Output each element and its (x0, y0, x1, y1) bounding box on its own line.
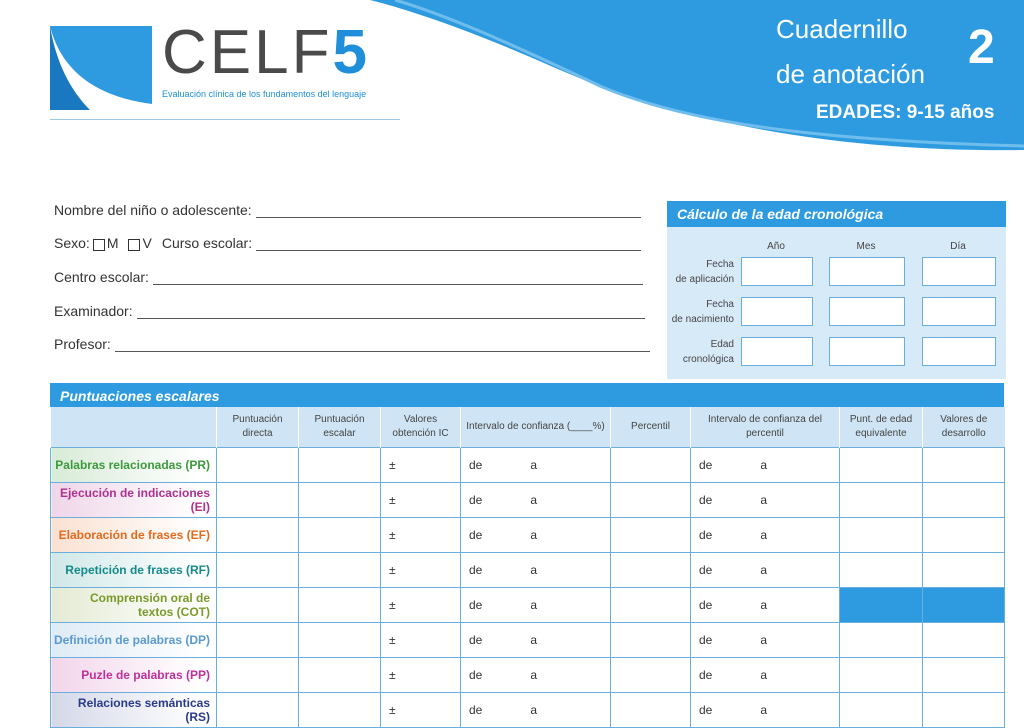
sex-m-checkbox[interactable] (93, 239, 105, 251)
scaled-score-cell[interactable] (299, 623, 381, 658)
sex-v-checkbox[interactable] (128, 239, 140, 251)
growth-value-cell[interactable] (923, 658, 1005, 693)
table-row (51, 448, 1005, 483)
raw-score-cell[interactable] (217, 623, 299, 658)
percentile-ci-cell[interactable]: de a (691, 588, 840, 623)
scaled-score-cell[interactable] (299, 588, 381, 623)
ci-values-cell[interactable]: ± (381, 693, 461, 728)
age-row-label: Fecha de nacimiento (671, 299, 734, 325)
school-field[interactable]: Centro escolar: (54, 269, 643, 285)
ci-values-cell[interactable]: ± (381, 623, 461, 658)
age-equivalent-cell (840, 588, 923, 623)
percentile-ci-cell[interactable]: de a (691, 448, 840, 483)
percentile-cell[interactable] (611, 623, 691, 658)
confidence-interval-cell[interactable]: de a (461, 588, 611, 623)
subtest-label: Palabras relacionadas (PR) (51, 448, 217, 483)
celf-logo-icon (50, 26, 152, 110)
raw-score-cell[interactable] (217, 658, 299, 693)
ci-values-cell[interactable]: ± (381, 518, 461, 553)
scaled-score-cell[interactable] (299, 448, 381, 483)
percentile-cell[interactable] (611, 483, 691, 518)
application-year-input[interactable] (741, 257, 813, 286)
percentile-ci-cell[interactable]: de a (691, 623, 840, 658)
birth-year-input[interactable] (741, 297, 813, 326)
col-header-age-equivalent: Punt. de edad equivalente (840, 407, 923, 448)
table-row (51, 658, 1005, 693)
ci-values-cell[interactable]: ± (381, 483, 461, 518)
percentile-cell[interactable] (611, 553, 691, 588)
table-header-row (51, 407, 1005, 448)
percentile-cell[interactable] (611, 658, 691, 693)
scaled-score-cell[interactable] (299, 553, 381, 588)
table-row (51, 483, 1005, 518)
scaled-score-cell[interactable] (299, 483, 381, 518)
raw-score-cell[interactable] (217, 588, 299, 623)
table-row (51, 623, 1005, 658)
growth-value-cell (923, 588, 1005, 623)
booklet-title: Cuadernillo de anotación (776, 14, 925, 90)
age-col-day: Día (950, 241, 966, 252)
age-row-label: Edad cronológica (682, 339, 734, 365)
percentile-ci-cell[interactable]: de a (691, 518, 840, 553)
ci-values-cell[interactable]: ± (381, 553, 461, 588)
col-header-growth-values: Valores de desarrollo (923, 407, 1005, 448)
scaled-score-cell[interactable] (299, 518, 381, 553)
growth-value-cell[interactable] (923, 623, 1005, 658)
confidence-interval-cell[interactable]: de a (461, 483, 611, 518)
child-name-field[interactable]: Nombre del niño o adolescente: (54, 202, 641, 218)
age-day-input[interactable] (922, 337, 996, 366)
scaled-scores-section (50, 383, 1004, 728)
age-col-month: Mes (856, 241, 876, 252)
age-col-year: Año (767, 241, 785, 252)
age-equivalent-cell[interactable] (840, 448, 923, 483)
ci-values-cell[interactable]: ± (381, 658, 461, 693)
percentile-ci-cell[interactable]: de a (691, 483, 840, 518)
col-header-confidence-interval: Intervalo de confianza (____%) (461, 407, 611, 448)
age-year-input[interactable] (741, 337, 813, 366)
confidence-interval-cell[interactable]: de a (461, 693, 611, 728)
percentile-cell[interactable] (611, 448, 691, 483)
age-calculation-title: Cálculo de la edad cronológica (667, 201, 1006, 227)
age-row-label: Fecha de aplicación (675, 259, 734, 285)
raw-score-cell[interactable] (217, 518, 299, 553)
age-equivalent-cell[interactable] (840, 623, 923, 658)
subtest-label: Relaciones semánticas (RS) (51, 693, 217, 728)
age-equivalent-cell[interactable] (840, 658, 923, 693)
confidence-interval-cell[interactable]: de a (461, 518, 611, 553)
confidence-interval-cell[interactable]: de a (461, 448, 611, 483)
subtest-label: Elaboración de frases (EF) (51, 518, 217, 553)
raw-score-cell[interactable] (217, 483, 299, 518)
table-row (51, 518, 1005, 553)
birth-month-input[interactable] (829, 297, 905, 326)
examiner-field[interactable]: Examinador: (54, 303, 645, 319)
application-month-input[interactable] (829, 257, 905, 286)
application-day-input[interactable] (922, 257, 996, 286)
scaled-score-cell[interactable] (299, 658, 381, 693)
celf-logo-wordmark: CELF5 (162, 18, 367, 87)
table-row (51, 588, 1005, 623)
logo-divider (50, 119, 400, 120)
teacher-field[interactable]: Profesor: (54, 336, 650, 352)
age-month-input[interactable] (829, 337, 905, 366)
percentile-ci-cell[interactable]: de a (691, 658, 840, 693)
percentile-cell[interactable] (611, 588, 691, 623)
col-header (51, 407, 217, 448)
sex-grade-field[interactable]: Sexo: M V Curso escolar: (54, 235, 641, 251)
booklet-number: 2 (968, 21, 995, 74)
subtest-label: Puzle de palabras (PP) (51, 658, 217, 693)
raw-score-cell[interactable] (217, 553, 299, 588)
subtest-label: Definición de palabras (DP) (51, 623, 217, 658)
confidence-interval-cell[interactable]: de a (461, 623, 611, 658)
col-header-ci-values: Valores obtención IC (381, 407, 461, 448)
age-equivalent-cell[interactable] (840, 518, 923, 553)
col-header-scaled-score: Puntuación escalar (299, 407, 381, 448)
col-header-raw-score: Puntuación directa (217, 407, 299, 448)
subtest-label: Repetición de frases (RF) (51, 553, 217, 588)
ci-values-cell[interactable]: ± (381, 588, 461, 623)
confidence-interval-cell[interactable]: de a (461, 658, 611, 693)
col-header-percentile-ci: Intervalo de confianza del percentil (691, 407, 840, 448)
percentile-ci-cell[interactable]: de a (691, 553, 840, 588)
booklet-ages: EDADES: 9-15 años (816, 102, 995, 123)
col-header-percentile: Percentil (611, 407, 691, 448)
scaled-scores-table (50, 407, 1005, 728)
growth-value-cell[interactable] (923, 448, 1005, 483)
percentile-ci-cell[interactable]: de a (691, 693, 840, 728)
ci-values-cell[interactable]: ± (381, 448, 461, 483)
percentile-cell[interactable] (611, 518, 691, 553)
subtest-label: Ejecución de indicaciones (EI) (51, 483, 217, 518)
subtest-label: Comprensión oral de textos (COT) (51, 588, 217, 623)
growth-value-cell[interactable] (923, 518, 1005, 553)
confidence-interval-cell[interactable]: de a (461, 553, 611, 588)
raw-score-cell[interactable] (217, 448, 299, 483)
scaled-scores-title: Puntuaciones escalares (50, 383, 1004, 407)
growth-value-cell[interactable] (923, 553, 1005, 588)
birth-day-input[interactable] (922, 297, 996, 326)
age-equivalent-cell[interactable] (840, 553, 923, 588)
table-row (51, 553, 1005, 588)
age-calculation-panel (667, 201, 1006, 379)
logo-tagline: Evaluación clínica de los fundamentos del lenguaje (162, 89, 367, 99)
age-equivalent-cell[interactable] (840, 483, 923, 518)
growth-value-cell[interactable] (923, 483, 1005, 518)
